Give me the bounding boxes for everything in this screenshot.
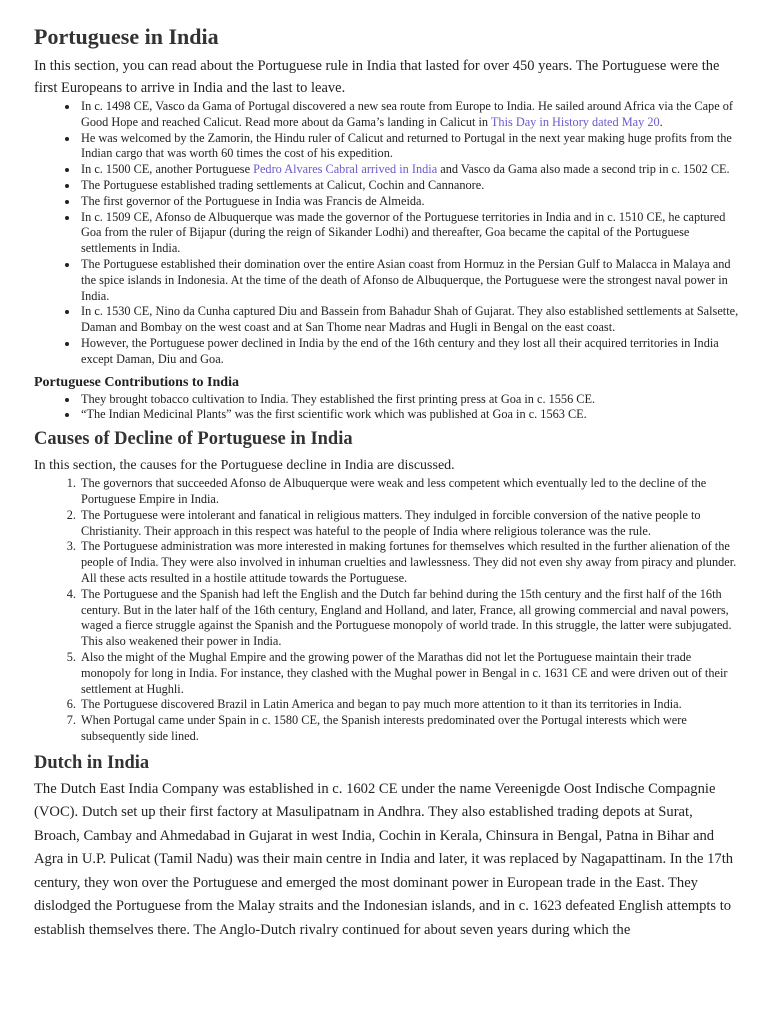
dutch-section [34,751,742,943]
subsection-title-contributions: Portuguese Contributions to India [34,374,239,390]
list-item: • In c. 1509 CE, Afonso de Albuquerque was made the governor of the Portuguese territories in India and in c. 1510 CE, he captured Goa from the ruler of Bijapur (during the reign of Sikander Lodhi) and thereafter, Goa became the capital of the Portuguese settlements in India. [79,210,742,257]
contributions-section [34,374,742,424]
list-item-text: In c. 1498 CE, Vasco da Gama of Portugal discovered a new sea route from Europe to India. He sailed around Africa via the Cape of Good Hope and reached Calicut. Read more about da Gama’s landing in Calicut in [81,99,733,129]
list-item: 5. Also the might of the Mughal Empire and the growing power of the Marathas did not let the Portuguese maintain their trade monopoly for long in India. For instance, they clashed with the Mughal power in Bengal in c. 1631 CE and were driven out of their settlement at Hughli. [79,650,742,697]
dutch-paragraph: The Dutch East India Company was established in c. 1602 CE under the name Vereenigde Oost Indische Compagnie (VOC). Dutch set up their first factory at Masulipatnam in Andhra. They also established trading depots at Surat, Broach, Cambay and Ahmedabad in Gujarat in west India, Cochin in Kerala, Chinsura in Bengal, Patna in Bihar and Agra in U.P. Pulicat (Tamil Nadu) was their main centre in India and later, it was replaced by Nagapattinam. In the 17th century, they won over the Portuguese and emerged the most dominant power in European trade in the East. They dislodged the Portuguese from the Malay straits and the Indonesian islands, and in c. 1623 defeated English attempts to establish themselves there. The Anglo-Dutch rivalry continued for about seven years during which the [34,780,734,938]
list-item [79,99,742,131]
link-cabral-arrived[interactable]: Pedro Alvares Cabral arrived in India [253,162,438,177]
link-this-day-in-history[interactable]: This Day in History dated May 20 [490,114,660,129]
list-item-text: and Vasco da Gama also made a second trip in c. 1502 CE. [437,162,730,177]
list-item: 2. The Portuguese were intolerant and fanatical in religious matters. They indulged in forcible conversion of the native people to Christianity. Their approach in this respect was hateful to the people of India where religious tolerance was the rule. [79,508,742,540]
list-item: • However, the Portuguese power declined in India by the end of the 16th century and they lost all their acquired territories in India except Daman, Diu and Goa. [79,336,742,368]
list-item: • They brought tobacco cultivation to India. They established the first printing press at Goa in c. 1556 CE. [79,392,742,408]
list-item: 1. The governors that succeeded Afonso de Albuquerque were weak and less competent which eventually led to the decline of the Portuguese Empire in India. [79,476,742,508]
contributions-bullet-list [34,392,742,424]
causes-section [34,427,742,745]
list-item: 4. The Portuguese and the Spanish had left the English and the Dutch far behind during the 15th century and the first half of the 16th century. But in the later half of the 16th century, England and Holland, and later, France, all growing commercial and naval powers, waged a fierce struggle against the Spanish and the Portuguese monopoly of world trade. In this struggle, the latter were subjugated. This also weakened their power in India. [79,587,742,650]
list-item-text: In c. 1500 CE, another Portuguese [81,162,254,177]
causes-intro: In this section, the causes for the Portuguese decline in India are discussed. [34,458,455,474]
list-item: • The Portuguese established trading settlements at Calicut, Cochin and Cannanore. [79,178,742,194]
causes-numbered-list [34,476,742,745]
list-item: • “The Indian Medicinal Plants” was the first scientific work which was published at Goa in c. 1563 CE. [79,407,742,423]
list-item: • The Portuguese established their domination over the entire Asian coast from Hormuz in the Persian Gulf to Malacca in Malaya and the spice islands in Indonesia. At the time of the death of Afonso de Albuquerque, the Portuguese were the strongest naval power in India. [79,257,742,304]
portuguese-bullet-list [34,99,742,368]
list-item: 3. The Portuguese administration was more interested in making fortunes for themselves which resulted in the further alienation of the people of India. They were also involved in inhuman cruelties and lawlessness. They did not even shy away from piracy and plunder. All these acts resulted in a hostile attitude towards the Portuguese. [79,539,742,586]
list-item-text: . [659,114,663,129]
portuguese-intro: In this section, you can read about the Portuguese rule in India that lasted for over 450 years. The Portuguese were the first Europeans to arrive in India and the last to leave. [34,58,720,96]
list-item: 7. When Portugal came under Spain in c. 1580 CE, the Spanish interests predominated over the Portugal interests which were subsequently side lined. [79,713,742,745]
list-item [79,162,742,178]
list-item: • In c. 1530 CE, Nino da Cunha captured Diu and Bassein from Bahadur Shah of Gujarat. They also established settlements at Salsette, Daman and Bombay on the west coast and at San Thome near Madras and Hugli in Bengal on the east coast. [79,304,742,336]
list-item: • The first governor of the Portuguese in India was Francis de Almeida. [79,194,742,210]
list-item: • He was welcomed by the Zamorin, the Hindu ruler of Calicut and returned to Portugal in the next year making huge profits from the Indian cargo that was worth 60 times the cost of his expedition. [79,131,742,163]
section-title-portuguese: Portuguese in India [34,24,219,49]
list-item: 6. The Portuguese discovered Brazil in Latin America and began to pay much more attention to it than its territories in India. [79,697,742,713]
section-title-dutch: Dutch in India [34,752,150,773]
section-title-causes: Causes of Decline of Portuguese in India [34,429,353,450]
